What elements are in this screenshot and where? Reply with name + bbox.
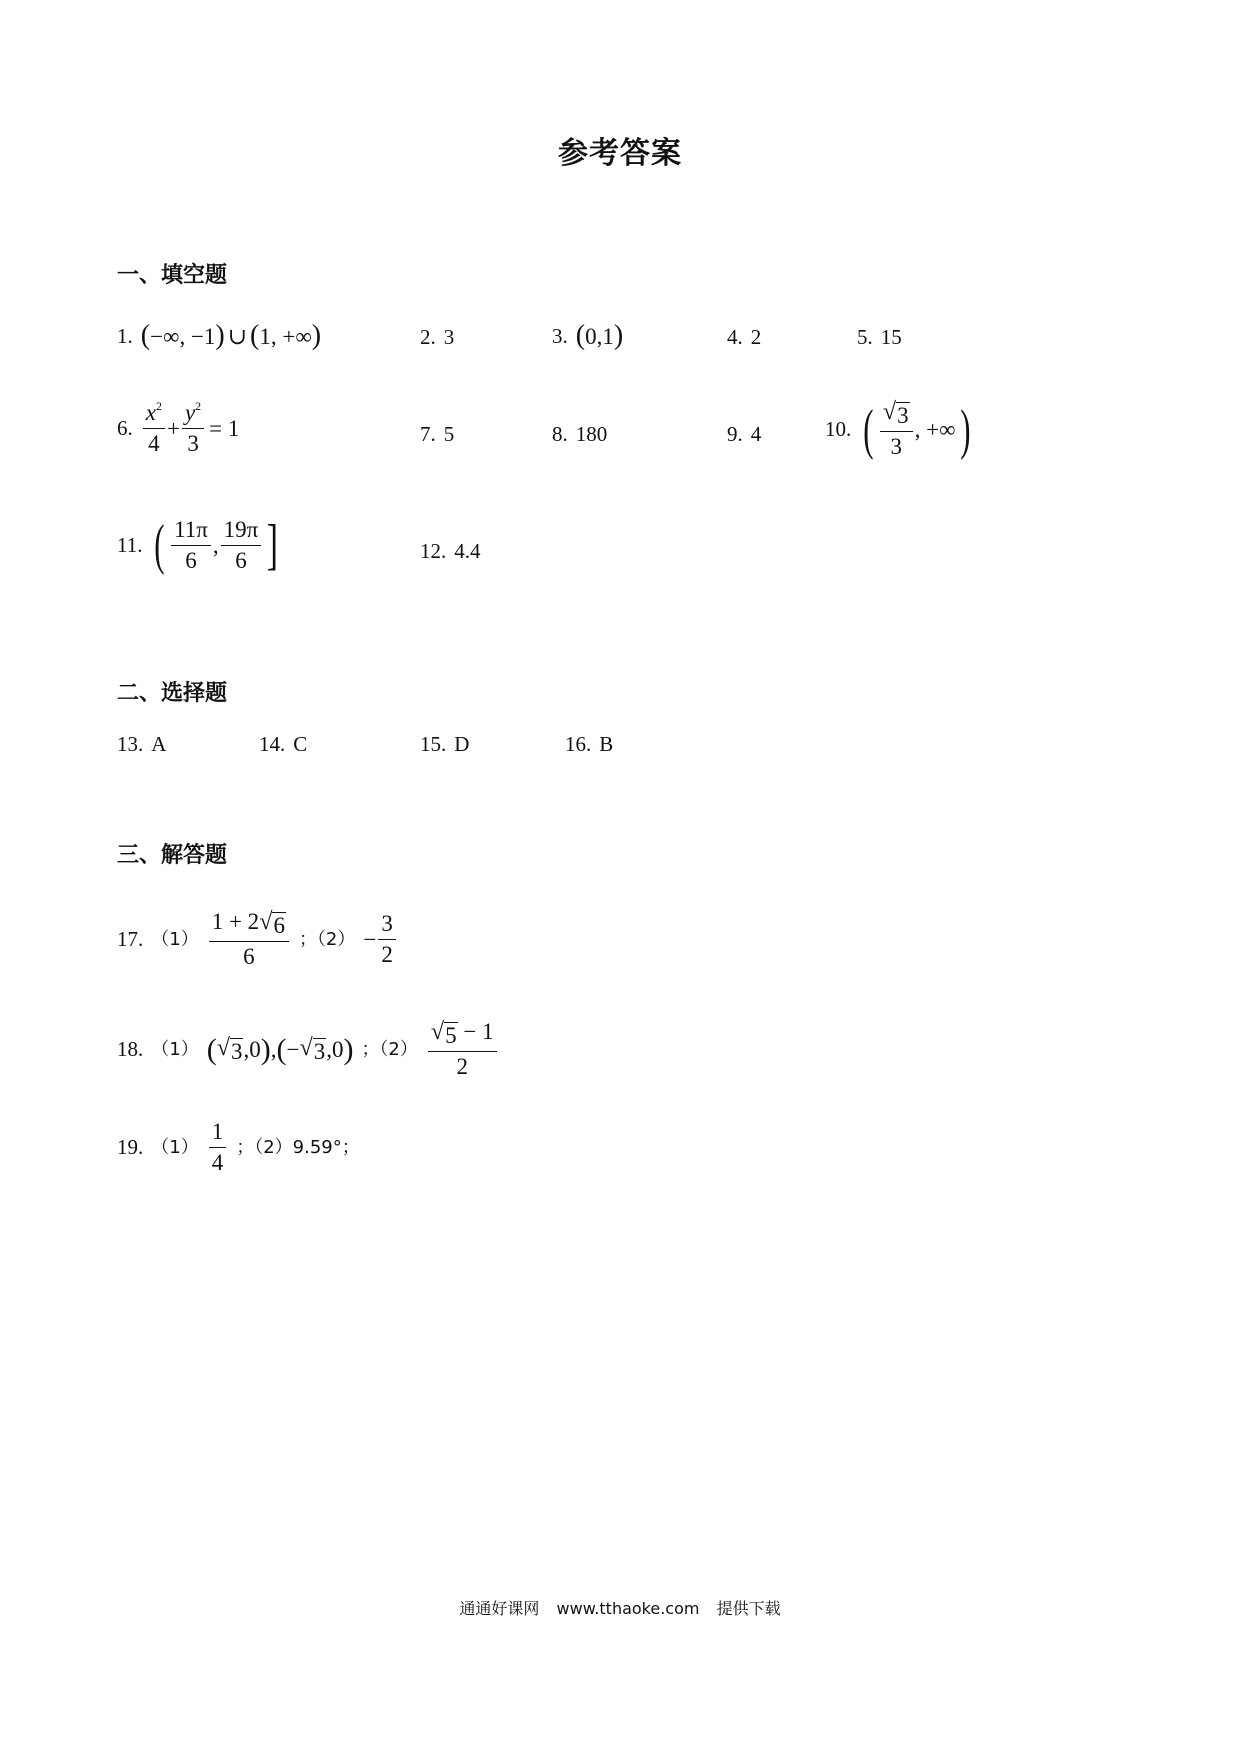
page-footer (0, 1596, 1240, 1619)
fraction-3-over-2: $\frac{3}{2}$ (378, 912, 396, 967)
answer-q6: 6. $\frac{x^2}{4}$ + $\frac{y^2}{3}$ = 1 (117, 399, 240, 457)
answer-q2: 2. 3 (420, 325, 455, 349)
answer-q12: 12. 4.4 (420, 539, 481, 563)
section-solution-heading: 三、解答题 (117, 843, 228, 868)
answer-q19: 19. （1） $\frac{1}{4}$ ；（2）9.59°； (117, 1119, 360, 1176)
footer-suffix: 提供下载 (716, 1599, 781, 1618)
fraction-sqrt3-over-3: √ 3 3 (880, 400, 913, 459)
answer-q13: 13. A (117, 732, 167, 756)
answer-q4: 4. 2 (727, 325, 762, 349)
fraction-1-over-4: $\frac{1}{4}$ (209, 1120, 227, 1175)
answer-q10: 10. ( √ 3 3 , +∞ ) (825, 398, 970, 461)
answer-q3: 3. ( 0,1 ) (552, 320, 624, 351)
answer-q17: 17. （1） 1 + 2 √ 6 6 ；（2） − $\frac{3}{2}$ (117, 910, 398, 969)
answer-q8: 8. 180 (552, 422, 608, 446)
fraction-sqrt5-minus-1-over-2: √ 5 − 1 2 (428, 1020, 497, 1079)
page-title: 参考答案 (558, 136, 682, 171)
answer-q11: 11. ( $\frac{11\pi}{6}$ , $\frac{19\pi}{6}$ ] (117, 514, 279, 577)
fraction-19pi-over-6: $\frac{19\pi}{6}$ (221, 518, 262, 573)
footer-site-name: 通通好课网 (459, 1599, 540, 1618)
section-fill-blank-heading: 一、填空题 (117, 263, 228, 288)
answer-q14: 14. C (259, 732, 308, 756)
answer-q16: 16. B (565, 732, 614, 756)
footer-url[interactable]: www.tthaoke.com (556, 1599, 700, 1618)
answer-q7: 7. 5 (420, 422, 455, 446)
answer-q5: 5. 15 (857, 325, 902, 349)
fraction-x2-over-4: $\frac{x^2}{4}$ (143, 400, 165, 456)
section-choice-heading: 二、选择题 (117, 681, 228, 706)
fraction-y2-over-3: $\frac{y^2}{3}$ (182, 400, 204, 456)
answer-q9: 9. 4 (727, 422, 762, 446)
fraction-11pi-over-6: $\frac{11\pi}{6}$ (171, 518, 211, 573)
answer-q1: 1. ( −∞, −1 ) ∪ ( 1, +∞ ) (117, 320, 322, 351)
answer-q15: 15. D (420, 732, 470, 756)
answer-q18: 18. （1） ( √ 3 , 0 ) , ( − √ 3 , 0 ) ；（2） √ 5 − 1 2 (117, 1020, 499, 1079)
fraction-1-plus-2sqrt6-over-6: 1 + 2 √ 6 6 (209, 910, 289, 969)
